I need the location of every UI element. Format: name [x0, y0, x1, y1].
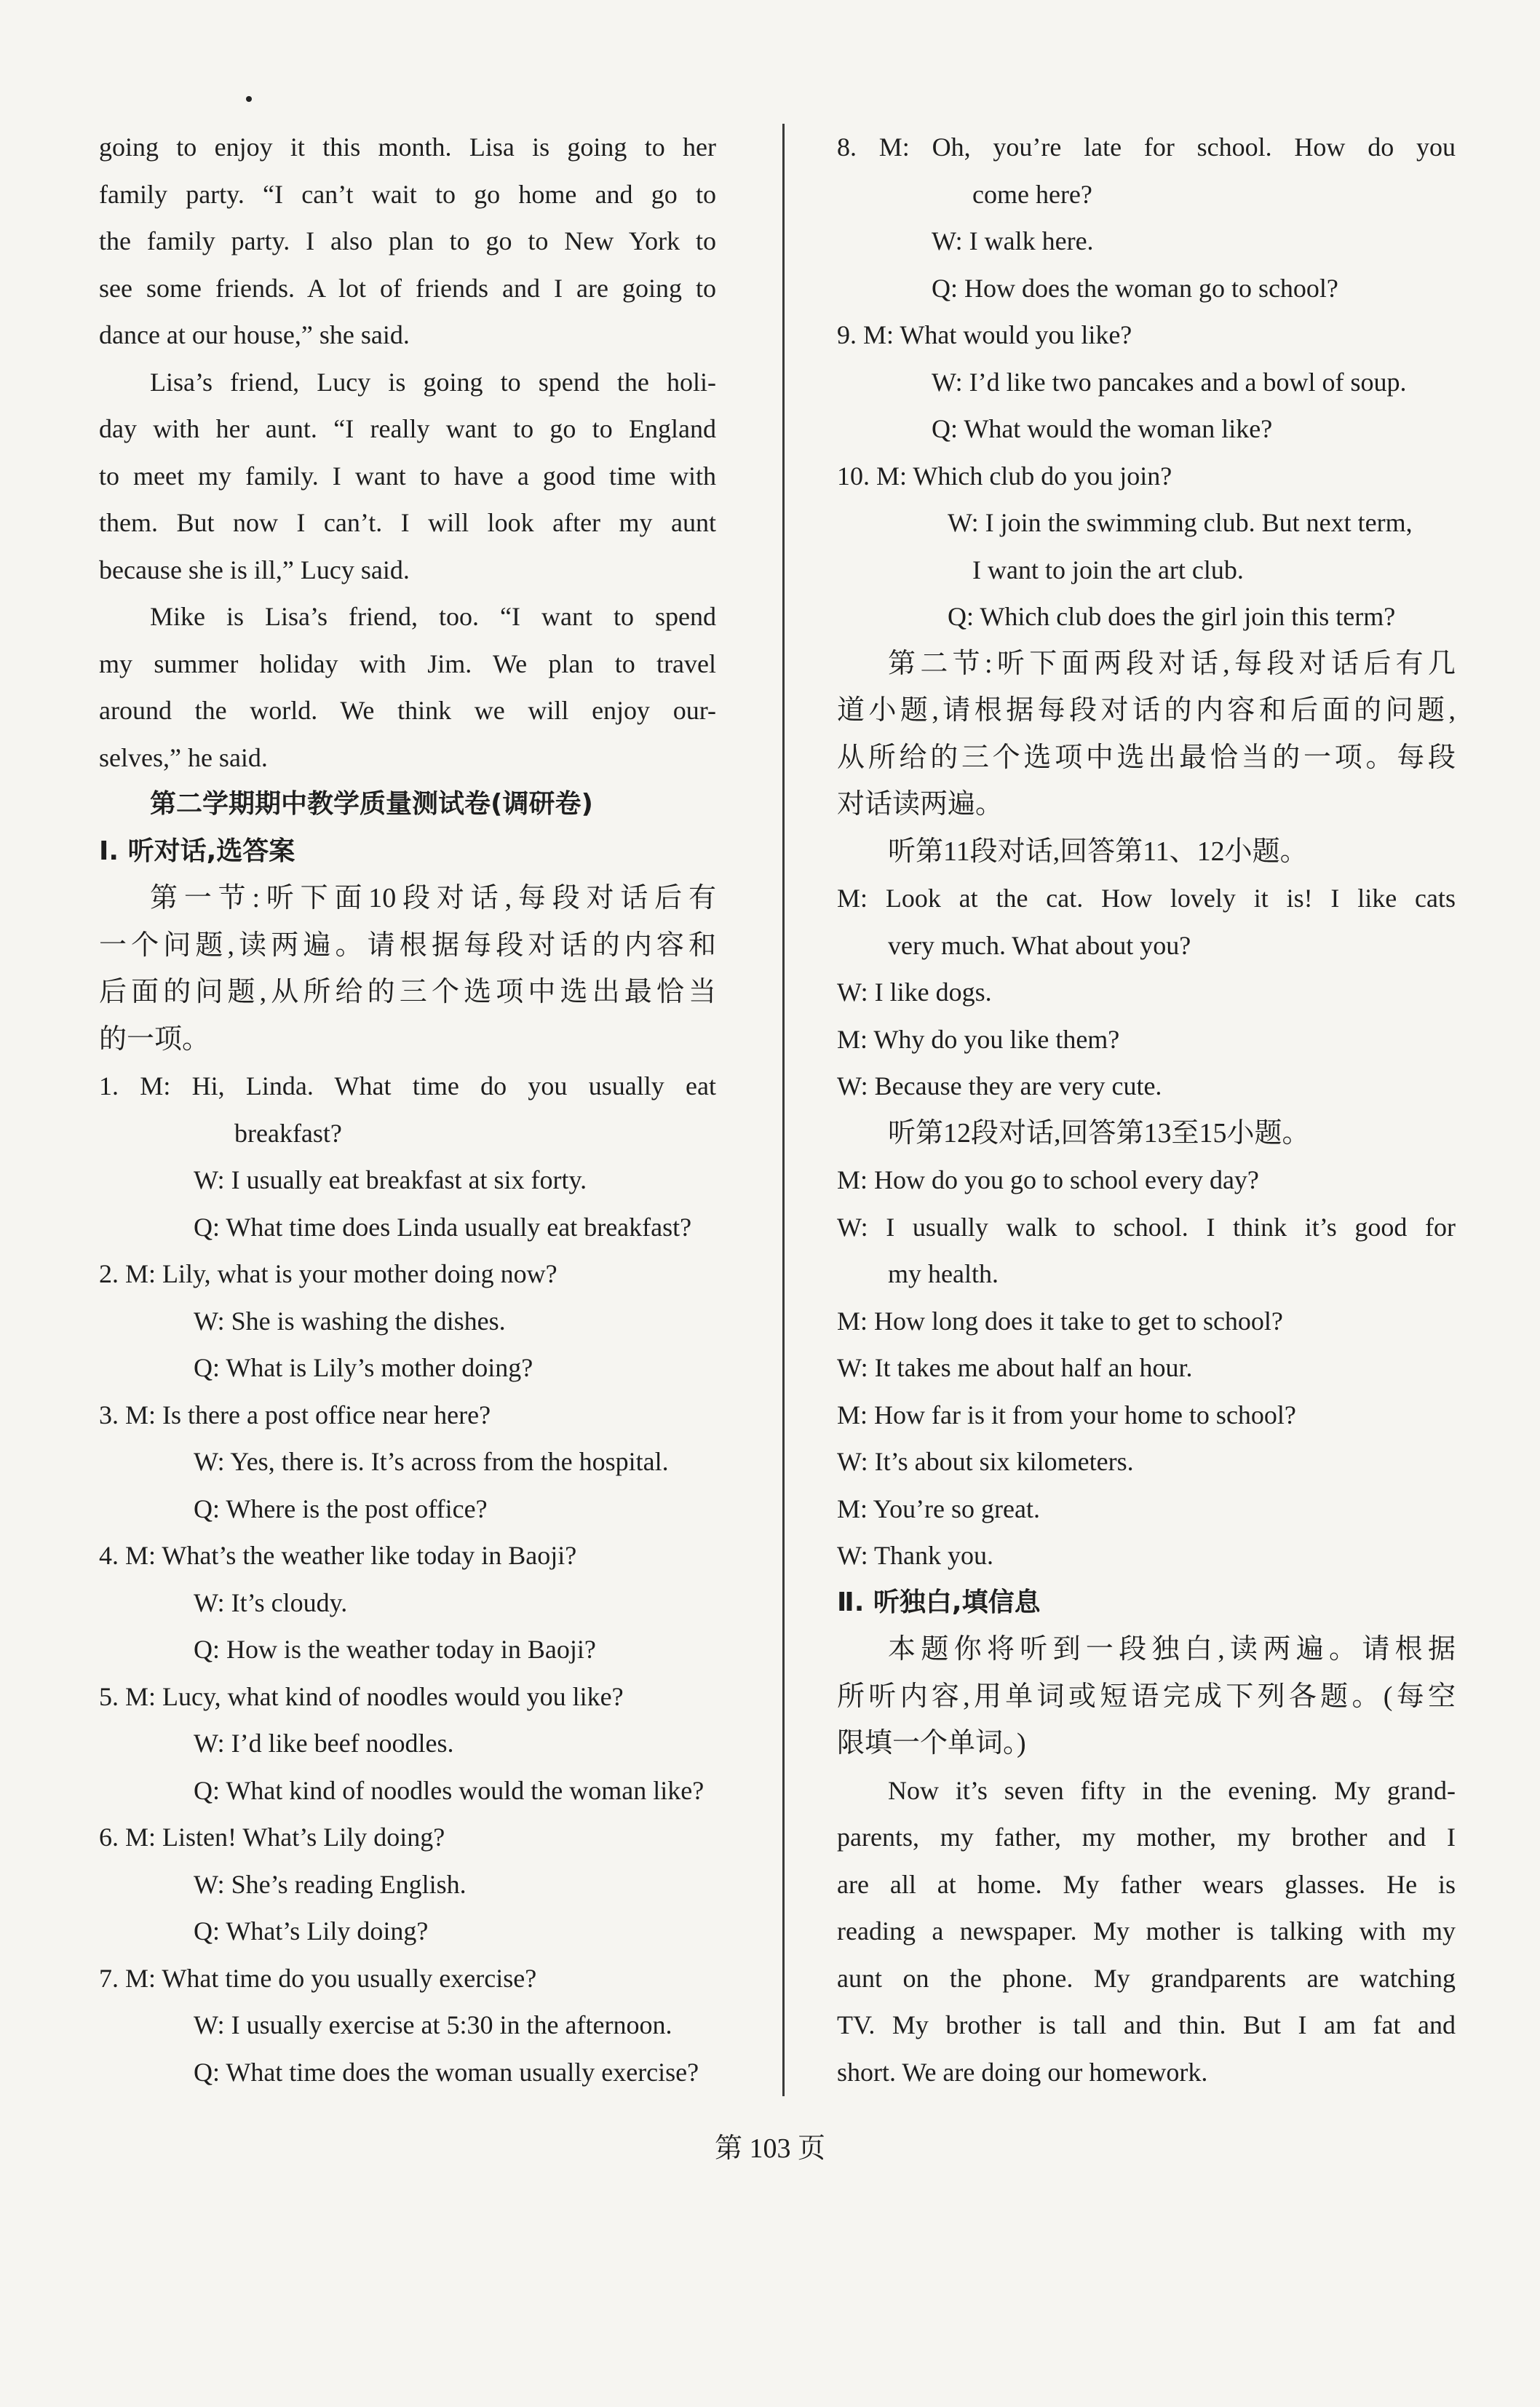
- text-line: Q: How does the woman go to school?: [932, 273, 1338, 303]
- text-line: W: Thank you.: [837, 1541, 993, 1570]
- text-line: W: I usually eat breakfast at six forty.: [194, 1165, 587, 1194]
- text-line: 限填一个单词。): [837, 1728, 1026, 1758]
- text-line: Q: Where is the post office?: [194, 1494, 488, 1523]
- text-line: because she is ill,” Lucy said.: [99, 555, 410, 584]
- text-line: W: I like dogs.: [837, 978, 992, 1007]
- text-line: 第二学期期中教学质量测试卷(调研卷): [150, 789, 593, 819]
- text-line: M: How long does it take to get to school?: [837, 1306, 1283, 1336]
- text-line: breakfast?: [234, 1118, 342, 1148]
- text-line: Q: What time does Linda usually eat breakfast?: [194, 1212, 692, 1242]
- text-line: going to enjoy it this month. Lisa is going to her: [99, 132, 716, 162]
- text-line: M: How do you go to school every day?: [837, 1165, 1259, 1194]
- text-line: W: I usually exercise at 5:30 in the afternoon.: [194, 2010, 672, 2039]
- text-line: Mike is Lisa’s friend, too. “I want to spend: [150, 602, 716, 631]
- text-line: very much. What about you?: [888, 930, 1191, 960]
- text-line: W: I join the swimming club. But next term,: [948, 508, 1413, 537]
- text-line: reading a newspaper. My mother is talking with my: [837, 1916, 1456, 1946]
- column-divider: [782, 124, 785, 2096]
- text-line: 5. M: Lucy, what kind of noodles would you like?: [99, 1681, 624, 1711]
- text-line: W: It’s cloudy.: [194, 1587, 348, 1617]
- text-line: Q: What is Lily’s mother doing?: [194, 1353, 533, 1382]
- text-line: W: She is washing the dishes.: [194, 1306, 506, 1336]
- text-line: 6. M: Listen! What’s Lily doing?: [99, 1823, 445, 1852]
- text-line: short. We are doing our homework.: [837, 2057, 1208, 2087]
- text-line: Q: What kind of noodles would the woman like?: [194, 1775, 704, 1805]
- text-line: W: It takes me about half an hour.: [837, 1353, 1193, 1382]
- text-line: 所听内容,用单词或短语完成下列各题。(每空: [837, 1681, 1456, 1712]
- text-line: W: Yes, there is. It’s across from the hospital.: [194, 1447, 669, 1476]
- text-line: M: Why do you like them?: [837, 1024, 1120, 1054]
- text-line: M: Look at the cat. How lovely it is! I like cats: [837, 884, 1456, 913]
- text-line: see some friends. A lot of friends and I are going to: [99, 273, 716, 303]
- text-line: 7. M: What time do you usually exercise?: [99, 1963, 537, 1993]
- text-line: 2. M: Lily, what is your mother doing now?: [99, 1259, 557, 1288]
- text-line: 8. M: Oh, you’re late for school. How do you: [837, 132, 1456, 162]
- text-line: 对话读两遍。: [837, 789, 1004, 820]
- left-column: [99, 124, 716, 2095]
- text-line: my health.: [888, 1259, 999, 1288]
- text-line: 1. M: Hi, Linda. What time do you usually eat: [99, 1071, 716, 1101]
- text-line: I want to join the art club.: [972, 555, 1244, 584]
- text-line: W: Because they are very cute.: [837, 1071, 1162, 1101]
- text-line: W: It’s about six kilometers.: [837, 1447, 1134, 1476]
- text-line: come here?: [972, 179, 1092, 209]
- text-line: family party. “I can’t wait to go home and go to: [99, 179, 716, 209]
- text-line: Q: What would the woman like?: [932, 414, 1273, 443]
- text-line: Q: What’s Lily doing?: [194, 1916, 429, 1946]
- text-line: 道小题,请根据每段对话的内容和后面的问题,: [837, 695, 1456, 726]
- text-line: Lisa’s friend, Lucy is going to spend the holi-: [150, 367, 716, 397]
- text-line: TV. My brother is tall and thin. But I am fat and: [837, 2010, 1456, 2039]
- text-line: Ⅰ. 听对话,选答案: [99, 836, 295, 866]
- text-line: 听第12段对话,回答第13至15小题。: [888, 1117, 1310, 1149]
- text-line: 的一项。: [99, 1023, 210, 1055]
- text-line: 4. M: What’s the weather like today in Baoji?: [99, 1541, 577, 1570]
- text-line: day with her aunt. “I really want to go to England: [99, 414, 716, 443]
- text-line: selves,” he said.: [99, 742, 268, 772]
- text-line: 3. M: Is there a post office near here?: [99, 1400, 491, 1429]
- text-line: to meet my family. I want to have a good time with: [99, 461, 716, 491]
- text-line: M: You’re so great.: [837, 1494, 1040, 1523]
- text-line: W: I usually walk to school. I think it’s good for: [837, 1212, 1456, 1242]
- text-line: 从所给的三个选项中选出最恰当的一项。每段: [837, 742, 1456, 773]
- text-line: 听第11段对话,回答第11、12小题。: [888, 836, 1308, 867]
- text-line: Now it’s seven fifty in the evening. My grand-: [888, 1775, 1456, 1805]
- text-line: aunt on the phone. My grandparents are watching: [837, 1963, 1456, 1993]
- text-line: W: I’d like two pancakes and a bowl of soup.: [932, 367, 1407, 397]
- text-line: them. But now I can’t. I will look after my aunt: [99, 508, 716, 537]
- text-line: Q: What time does the woman usually exercise?: [194, 2057, 699, 2087]
- text-line: 一个问题,读两遍。请根据每段对话的内容和: [99, 929, 716, 961]
- text-line: 10. M: Which club do you join?: [837, 461, 1172, 491]
- text-line: W: I’d like beef noodles.: [194, 1729, 454, 1758]
- text-line: 第二节:听下面两段对话,每段对话后有几: [888, 648, 1456, 679]
- text-line: Ⅱ. 听独白,填信息: [837, 1587, 1041, 1617]
- text-line: Q: Which club does the girl join this term?: [948, 602, 1396, 631]
- text-line: the family party. I also plan to go to New York to: [99, 226, 716, 255]
- text-line: Q: How is the weather today in Baoji?: [194, 1635, 596, 1664]
- right-column: [837, 124, 1456, 2095]
- text-line: dance at our house,” she said.: [99, 320, 410, 349]
- text-line: 后面的问题,从所给的三个选项中选出最恰当: [99, 977, 716, 1007]
- text-line: M: How far is it from your home to school?: [837, 1400, 1296, 1429]
- text-line: are all at home. My father wears glasses. He is: [837, 1869, 1456, 1899]
- text-line: my summer holiday with Jim. We plan to travel: [99, 649, 716, 678]
- text-line: around the world. We think we will enjoy our-: [99, 696, 716, 725]
- text-line: parents, my father, my mother, my brother and I: [837, 1823, 1456, 1852]
- text-line: 第一节:听下面10段对话,每段对话后有: [150, 883, 716, 913]
- text-line: 本题你将听到一段独白,读两遍。请根据: [888, 1634, 1456, 1665]
- text-line: 9. M: What would you like?: [837, 320, 1132, 349]
- stray-dot: [246, 96, 252, 102]
- text-line: W: She’s reading English.: [194, 1869, 467, 1899]
- page-number: 第 103 页: [714, 2133, 825, 2164]
- text-line: W: I walk here.: [932, 226, 1094, 255]
